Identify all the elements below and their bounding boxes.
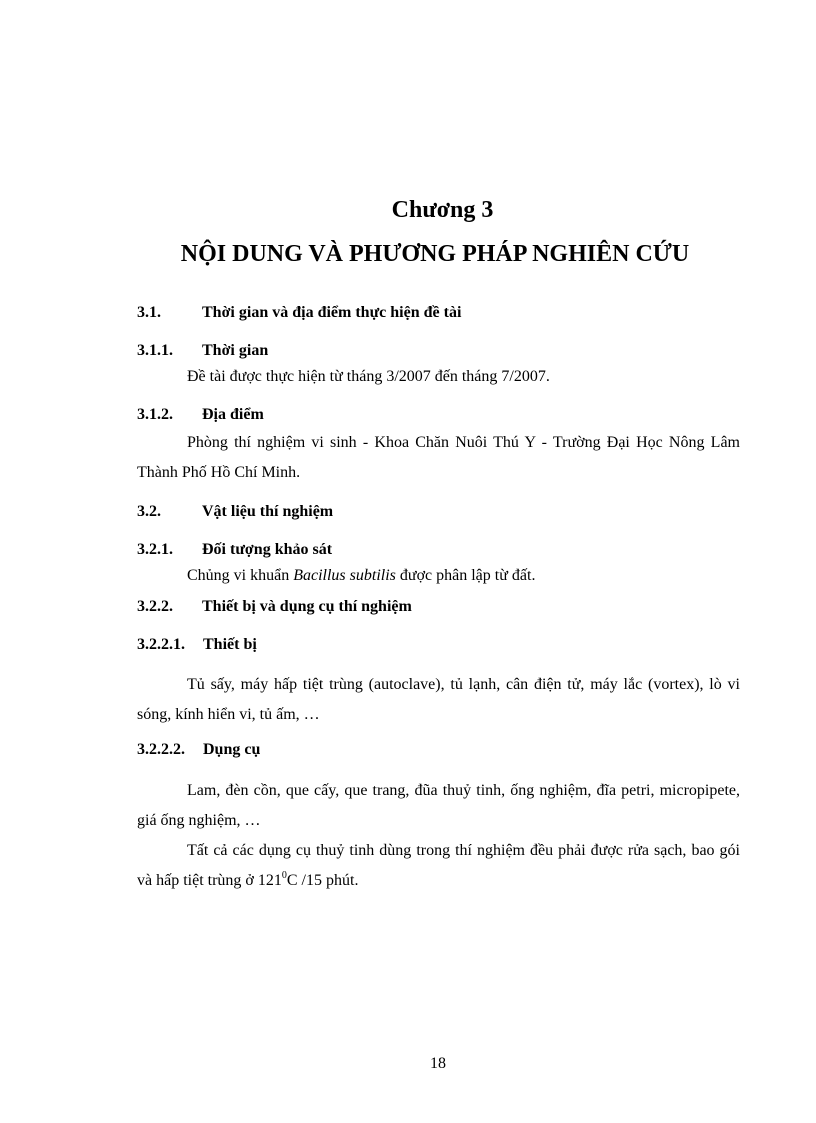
section-title: Đối tượng khảo sát <box>202 541 333 558</box>
paragraph-equipment: Tủ sấy, máy hấp tiệt trùng (autoclave), tủ lạnh, cân điện tử, máy lắc (vortex), lò vi sóng, kính hiển vi, tủ ấm, … <box>137 676 740 723</box>
section-heading-3-2-1 <box>137 541 332 559</box>
paragraph-sterilize <box>137 836 740 896</box>
section-heading-3-2 <box>137 503 333 521</box>
section-number: 3.2.2.1. <box>137 636 185 653</box>
section-heading-3-1-1 <box>137 342 268 360</box>
chapter-label: Chương 3 <box>391 197 494 223</box>
section-number: 3.2.1. <box>137 541 173 558</box>
section-title: Thời gian <box>202 342 269 359</box>
paragraph-tools: Lam, đèn cồn, que cấy, que trang, đũa thuỷ tinh, ống nghiệm, đĩa petri, micropipete, giá ống nghiệm, … <box>137 782 740 829</box>
paragraph-time: Đề tài được thực hiện từ tháng 3/2007 đến tháng 7/2007. <box>187 368 550 385</box>
subject-text-after: được phân lập từ đất. <box>395 567 536 584</box>
section-title: Thiết bị <box>203 636 257 653</box>
section-number: 3.2. <box>137 503 161 520</box>
sterilize-text-before: Tất cả các dụng cụ thuỷ tinh dùng trong thí nghiệm đều phải được rửa sạch, bao gói và hấp tiệt trùng ở 121 <box>137 842 740 889</box>
section-title: Thiết bị và dụng cụ thí nghiệm <box>202 598 412 615</box>
degree-superscript: 0 <box>281 870 287 881</box>
section-heading-3-1 <box>137 304 461 322</box>
section-heading-3-2-2-2 <box>137 741 260 759</box>
subject-text-before: Chủng vi khuẩn <box>187 567 294 584</box>
sterilize-text-after: C /15 phút. <box>286 872 359 889</box>
section-title: Thời gian và địa điểm thực hiện đề tài <box>202 304 462 321</box>
section-number: 3.1. <box>137 304 161 321</box>
species-name: Bacillus subtilis <box>293 567 396 584</box>
section-title: Địa điểm <box>202 406 264 423</box>
section-title: Dụng cụ <box>203 741 261 758</box>
section-number: 3.2.2. <box>137 598 173 615</box>
paragraph-subject <box>137 561 740 591</box>
section-heading-3-1-2 <box>137 406 264 424</box>
section-number: 3.2.2.2. <box>137 741 185 758</box>
section-number: 3.1.2. <box>137 406 173 423</box>
section-title: Vật liệu thí nghiệm <box>202 503 334 520</box>
chapter-title: NỘI DUNG VÀ PHƯƠNG PHÁP NGHIÊN CỨU <box>180 241 690 267</box>
page-number: 18 <box>430 1055 446 1072</box>
section-heading-3-2-2-1 <box>137 636 257 654</box>
section-number: 3.1.1. <box>137 342 173 359</box>
section-heading-3-2-2 <box>137 598 412 616</box>
paragraph-location: Phòng thí nghiệm vi sinh - Khoa Chăn Nuôi Thú Y - Trường Đại Học Nông Lâm Thành Phố Hồ Chí Minh. <box>137 434 740 481</box>
